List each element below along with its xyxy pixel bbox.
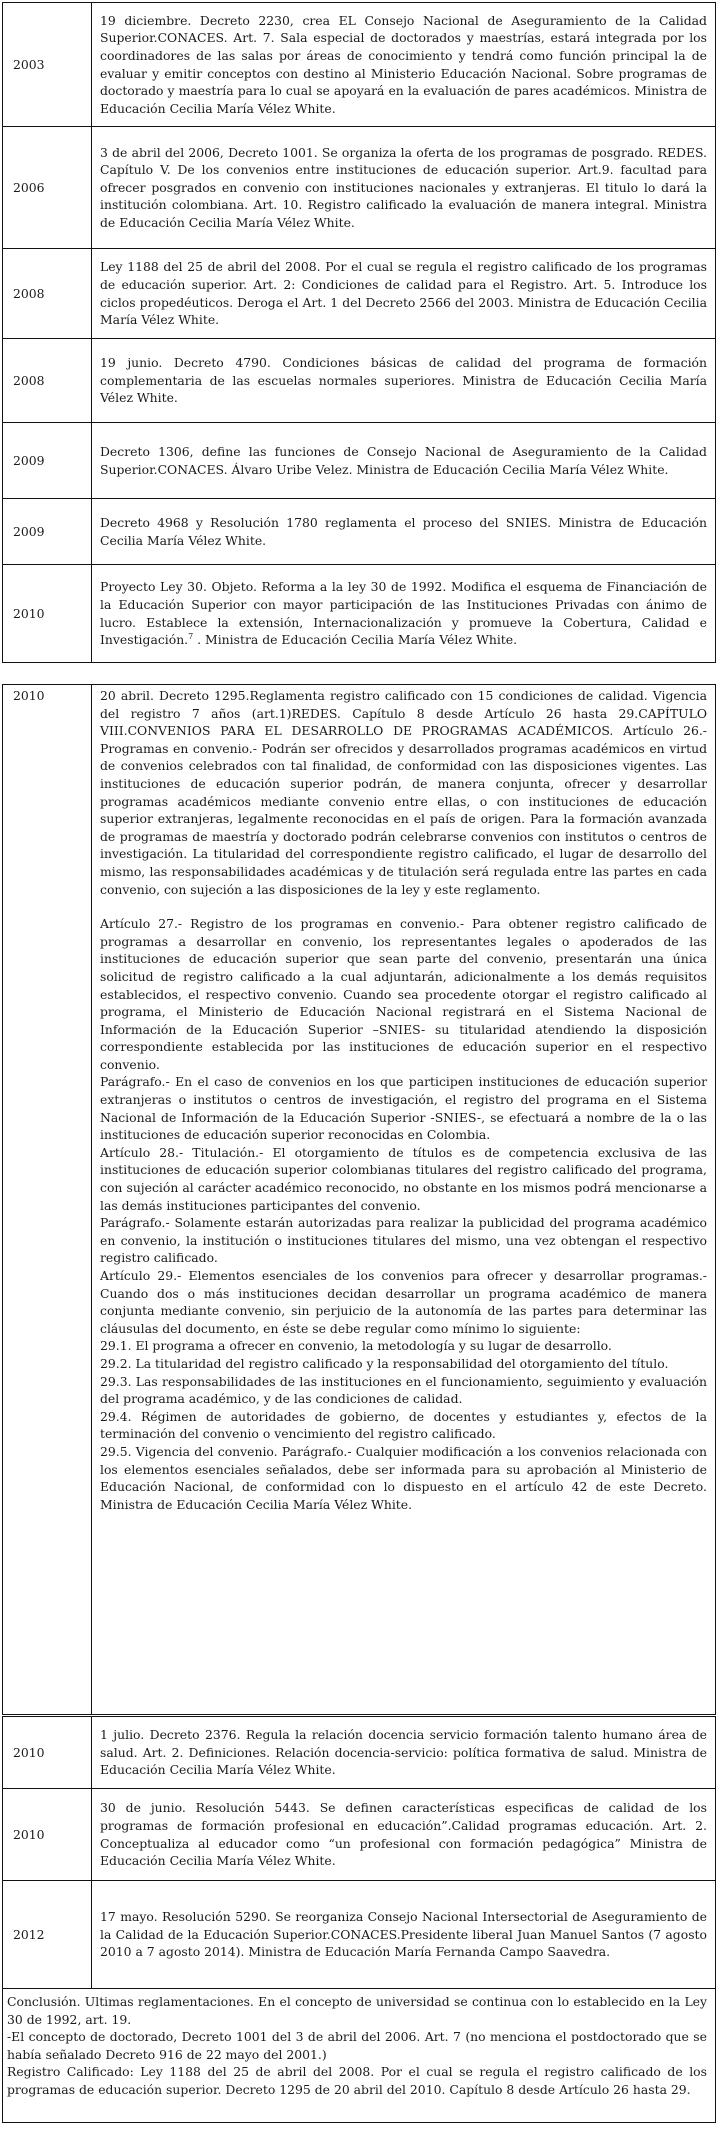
- description-cell: Decreto 4968 y Resolución 1780 reglamenta el proceso del SNIES. Ministra de Educación Cecilia María Vélez White.: [92, 499, 716, 565]
- paragraph: 20 abril. Decreto 1295.Reglamenta registro calificado con 15 condiciones de calidad. Vigencia del registro 7 años (art.1)REDES. Capítulo 8 desde Artículo 26 hasta 29.CAPÍTULO VIII.CONVENIOS PARA EL DESARROLLO DE PROGRAMAS ACADÉMICOS. Artículo 26.- Programas en convenio.- Podrán ser ofrecidos y desarrollados programas académicos en virtud de convenios celebrados con tal finalidad, de conformidad con las disposiciones vigentes. Las instituciones de educación superior podrán, de manera conjunta, ofrecer y desarrollar programas académicos mediante convenio entre ellas, o con instituciones de educación superior extranjeras, legalmente reconocidas en el país de origen. Para la formación avanzada de programas de maestría y doctorado podrán celebrarse convenios con institutos o centros de investigación. La titularidad del correspondiente registro calificado, el lugar de desarrollo del mismo, las responsabilidades académicas y de titulación será regulada entre las partes en cada convenio, con sujeción a las disposiciones de la ley y este reglamento.: [100, 688, 707, 897]
- decreto-1295-table: [2, 684, 716, 1715]
- legislation-table-bottom: [2, 1716, 716, 2123]
- paragraph: 29.2. La titularidad del registro calificado y la responsabilidad del otorgamiento del título.: [100, 1355, 669, 1371]
- description-cell: 19 junio. Decreto 4790. Condiciones básicas de calidad del programa de formación complementaria de las escuelas normales superiores. Ministra de Educación Cecilia María Vélez White.: [92, 339, 716, 423]
- table-row: [3, 1881, 716, 1989]
- table-row: [3, 1789, 716, 1881]
- paragraph: 29.3. Las responsabilidades de las instituciones en el funcionamiento, seguimiento y evaluación del programa académico, y de las condiciones de calidad.: [100, 1373, 707, 1407]
- year-cell: 2009: [3, 423, 92, 499]
- paragraph: Parágrafo.- Solamente estarán autorizadas para realizar la publicidad del programa académico en convenio, la institución o instituciones titulares del mismo, una vez obtengan el respectivo registro calificado.: [100, 1215, 707, 1266]
- table-row: [3, 3, 716, 127]
- paragraph: Artículo 28.- Titulación.- El otorgamiento de títulos es de competencia exclusiva de las instituciones de educación superior colombianas titulares del registro calificado del programa, con sujeción al carácter académico reconocido, no obstante en los mismos podrá mencionarse a las demás instituciones participantes del convenio.: [100, 1144, 707, 1213]
- description-cell: Ley 1188 del 25 de abril del 2008. Por el cual se regula el registro calificado de los programas de educación superior. Art. 2: Condiciones de calidad para el Registro. Art. 5. Introduce los ciclos propedéuticos. Deroga el Art. 1 del Decreto 2566 del 2003. Ministra de Educación Cecilia María Vélez White.: [92, 249, 716, 339]
- year-cell: 2010: [3, 1789, 92, 1881]
- table-row: [3, 423, 716, 499]
- row-text: Proyecto Ley 30. Objeto. Reforma a la ley 30 de 1992. Modifica el esquema de Financiación de la Educación Superior con mayor participación de las Instituciones Privadas con ánimo de lucro. Establece la extensión, Internacionalización y promueve la Cobertura, Calidad e Investigación.: [100, 579, 707, 648]
- footnote-ref[interactable]: 7: [188, 631, 194, 641]
- year-cell: 2009: [3, 499, 92, 565]
- paragraph: Artículo 29.- Elementos esenciales de los convenios para ofrecer y desarrollar programas.- Cuando dos o más instituciones decidan desarrollar un programa académico de manera conjunta mediante convenio, sin perjuicio de la autonomía de las partes para determinar las cláusulas del documento, en éste se debe regular como mínimo lo siguiente:: [100, 1268, 707, 1336]
- paragraph: Parágrafo.- En el caso de convenios en los que participen instituciones de educación superior extranjeras o institutos o centros de investigación, el registro del programa en el Sistema Nacional de Información de la Educación Superior -SNIES-, se efectuará a nombre de la o las instituciones de educación superior reconocidas en Colombia.: [100, 1074, 707, 1143]
- table-row: [3, 499, 716, 565]
- description-cell: 19 diciembre. Decreto 2230, crea EL Consejo Nacional de Aseguramiento de la Calidad Superior.CONACES. Art. 7. Sala especial de doctorados y maestrías, estará integrada por los coordinadores de las salas por áreas de conocimiento y tendrá como función principal la de evaluar y emitir conceptos con destino al Ministerio Educación Nacional. Sobre programas de doctorado y maestría para lo cual se apoyará en la evaluación de pares académicos. Ministra de Educación Cecilia María Vélez White.: [92, 3, 716, 127]
- conclusion-paragraph: Registro Calificado: Ley 1188 del 25 de abril del 2008. Por el cual se regula el registro calificado de los programas de educación superior. Decreto 1295 de 20 abril del 2010. Capítulo 8 desde Artículo 26 hasta 29.: [7, 2064, 707, 2097]
- year-cell: 2010: [3, 1717, 92, 1789]
- paragraph: 29.5. Vigencia del convenio. Parágrafo.- Cualquier modificación a los convenios relacionada con los elementos esenciales señalados, debe ser informada para su aprobación al Ministerio de Educación Nacional, de conformidad con lo dispuesto en el artículo 42 de este Decreto. Ministra de Educación Cecilia María Vélez White.: [100, 1443, 707, 1512]
- description-cell: 30 de junio. Resolución 5443. Se definen características especificas de calidad de los programas de formación profesional en educación”.Calidad programas educación. Art. 2. Conceptualiza al educador como “un profesional con formación pedagógica” Ministra de Educación Cecilia María Vélez White.: [92, 1789, 716, 1881]
- year-cell: 2010: [3, 685, 92, 1715]
- description-cell: 1 julio. Decreto 2376. Regula la relación docencia servicio formación talento humano área de salud. Art. 2. Definiciones. Relación docencia-servicio: política formativa de salud. Ministra de Educación Cecilia María Vélez White.: [92, 1717, 716, 1789]
- paragraph: 29.1. El programa a ofrecer en convenio, la metodología y su lugar de desarrollo.: [100, 1338, 612, 1354]
- paragraph: 29.4. Régimen de autoridades de gobierno, de docentes y estudiantes y, efectos de la terminación del convenio o vencimiento del registro calificado.: [100, 1408, 707, 1442]
- table-row: [3, 339, 716, 423]
- year-cell: 2008: [3, 339, 92, 423]
- conclusion-row: [3, 1989, 716, 2123]
- paragraph: Artículo 27.- Registro de los programas en convenio.- Para obtener registro calificado de programas a desarrollar en convenio, los representantes legales o apoderados de las instituciones de educación superior que sean parte del convenio, presentarán una única solicitud de registro calificado a la cual adjuntarán, adicionalmente a los demás requisitos establecidos, el respectivo convenio. Cuando sea procedente otorgar el registro calificado al programa, el Ministerio de Educación Nacional registrará en el Sistema Nacional de Información de la Educación Superior –SNIES- su titularidad atendiendo la disposición correspondiente establecida por las instituciones de educación superior en el respectivo convenio.: [100, 916, 707, 1072]
- conclusion-paragraph: -El concepto de doctorado, Decreto 1001 del 3 de abril del 2006. Art. 7 (no menciona el postdoctorado que se había señalado Decreto 916 de 22 mayo del 2001.): [7, 2029, 707, 2062]
- conclusion-paragraph: Conclusión. Ultimas reglamentaciones. En el concepto de universidad se continua con lo establecido en la Ley 30 de 1992, art. 19.: [7, 1994, 707, 2027]
- description-cell: 17 mayo. Resolución 5290. Se reorganiza Consejo Nacional Intersectorial de Aseguramiento de la Calidad de la Educación Superior.CONACES.Presidente liberal Juan Manuel Santos (7 agosto 2010 a 7 agosto 2014). Ministra de Educación María Fernanda Campo Saavedra.: [92, 1881, 716, 1989]
- conclusion-cell: [3, 1989, 716, 2123]
- year-cell: 2006: [3, 127, 92, 249]
- table-row: [3, 127, 716, 249]
- table-row: [3, 685, 716, 1715]
- legislation-table-top: [2, 2, 716, 663]
- year-cell: 2003: [3, 3, 92, 127]
- table-row: [3, 1717, 716, 1789]
- description-cell: [92, 685, 716, 1715]
- row-text-after: . Ministra de Educación Cecilia María Vélez White.: [193, 632, 518, 648]
- year-cell: 2012: [3, 1881, 92, 1989]
- description-cell: 3 de abril del 2006, Decreto 1001. Se organiza la oferta de los programas de posgrado. REDES. Capítulo V. De los convenios entre instituciones de educación superior. Art.9. facultad para ofrecer posgrados en convenio con instituciones nacionales y extranjeras. El titulo lo dará la institución colombiana. Art. 10. Registro calificado la evaluación de manera integral. Ministra de Educación Cecilia María Vélez White.: [92, 127, 716, 249]
- description-cell: Decreto 1306, define las funciones de Consejo Nacional de Aseguramiento de la Calidad Superior.CONACES. Álvaro Uribe Velez. Ministra de Educación Cecilia María Vélez White.: [92, 423, 716, 499]
- year-cell: 2008: [3, 249, 92, 339]
- description-cell: [92, 565, 716, 663]
- table-row: [3, 249, 716, 339]
- table-row: [3, 565, 716, 663]
- year-cell: 2010: [3, 565, 92, 663]
